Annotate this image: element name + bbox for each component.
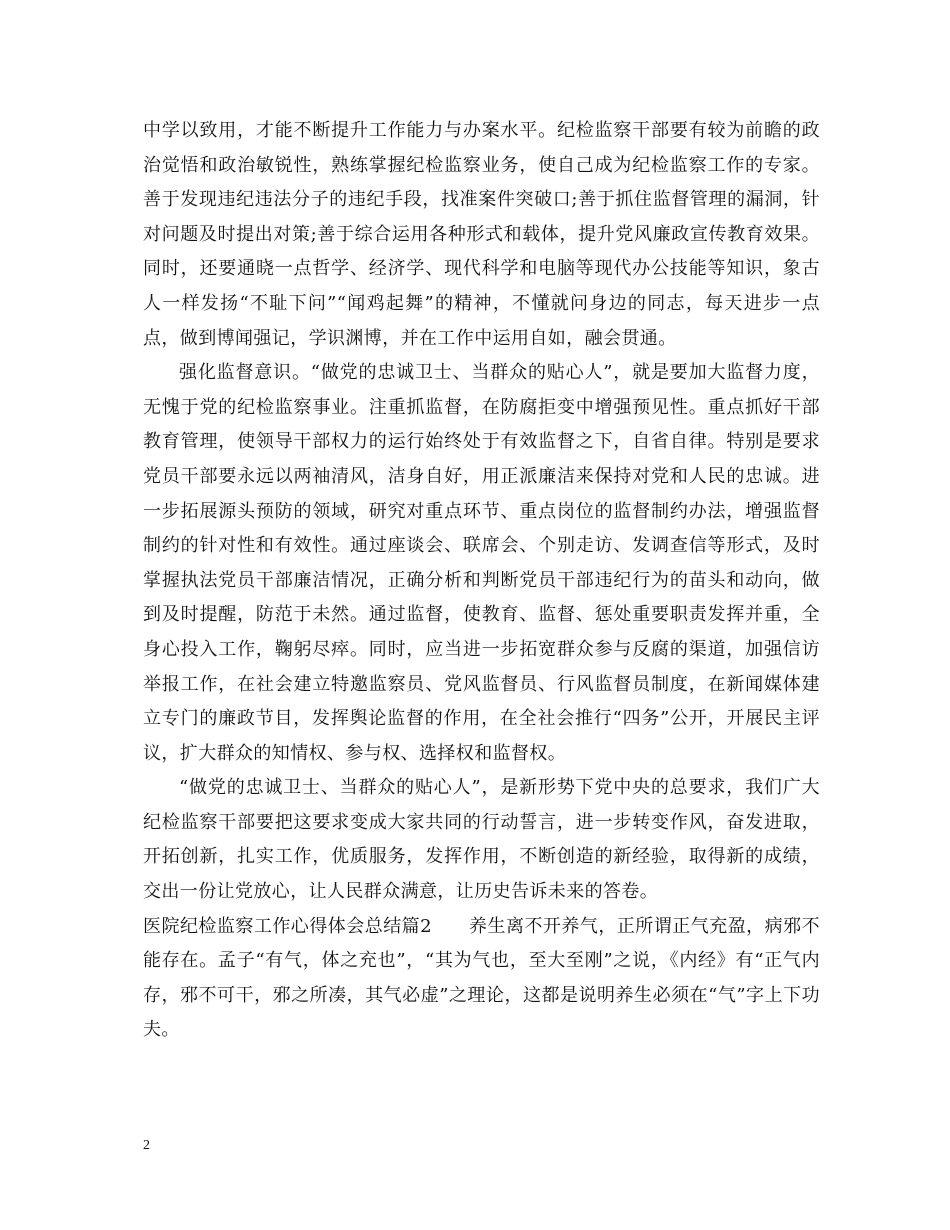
paragraph-study-application: 中学以致用，才能不断提升工作能力与办案水平。纪检监察干部要有较为前瞻的政治觉悟和政治敏锐性，熟练掌握纪检监察业务，使自己成为纪检监察工作的专家。善于发现违纪违法分子的违纪手段，找准案件突破口;善于抓住监督管理的漏洞，针对问题及时提出对策;善于综合运用各种形式和载体，提升党风廉政宣传教育效果。同时，还要通晓一点哲学、经济学、现代科学和电脑等现代办公技能等知识，象古人一样发扬“不耻下问”“闻鸡起舞”的精神，不懂就问身边的同志，每天进步一点点，做到博闻强记，学识渊博，并在工作中运用自如，融会贯通。 xyxy=(143,120,820,349)
paragraph-article-2-heading-and-text: 医院纪检监察工作心得体会总结篇2 养生离不开养气，正所谓正气充盈，病邪不能存在。孟子“有气，体之充也”，“其为气也，至大至刚”之说，《内经》有“正气内存，邪不可干，邪之所凑，其气必虚”之理论，这都是说明养生必须在“气”字上下功夫。 xyxy=(143,915,820,1041)
document-body xyxy=(143,114,820,1048)
paragraph-strengthen-supervision: 强化监督意识。“做党的忠诚卫士、当群众的贴心人”，就是要加大监督力度，无愧于党的纪检监察事业。注重抓监督，在防腐拒变中增强预见性。重点抓好干部教育管理，使领导干部权力的运行始终处于有效监督之下，自省自律。特别是要求党员干部要永远以两袖清风，洁身自好，用正派廉洁来保持对党和人民的忠诚。进一步拓展源头预防的领域，研究对重点环节、重点岗位的监督制约办法，增强监督制约的针对性和有效性。通过座谈会、联席会、个别走访、发调查信等形式，及时掌握执法党员干部廉洁情况，正确分析和判断党员干部违纪行为的苗头和动向，做到及时提醒，防范于未然。通过监督，使教育、监督、惩处重要职责发挥并重，全身心投入工作，鞠躬尽瘁。同时，应当进一步拓宽群众参与反腐的渠道，加强信访举报工作，在社会建立特邀监察员、党风监督员、行风监督员制度，在新闻媒体建立专门的廉政节目，发挥舆论监督的作用，在全社会推行“四务”公开，开展民主评议，扩大群众的知情权、参与权、选择权和监督权。 xyxy=(143,362,820,764)
page-number: 2 xyxy=(143,1138,150,1153)
paragraph-general-requirement: “做党的忠诚卫士、当群众的贴心人”，是新形势下党中央的总要求，我们广大纪检监察干部要把这要求变成大家共同的行动誓言，进一步转变作风，奋发进取，开拓创新，扎实工作，优质服务，发挥作用，不断创造的新经验，取得新的成绩，交出一份让党放心，让人民群众满意，让历史告诉未来的答卷。 xyxy=(143,777,820,903)
